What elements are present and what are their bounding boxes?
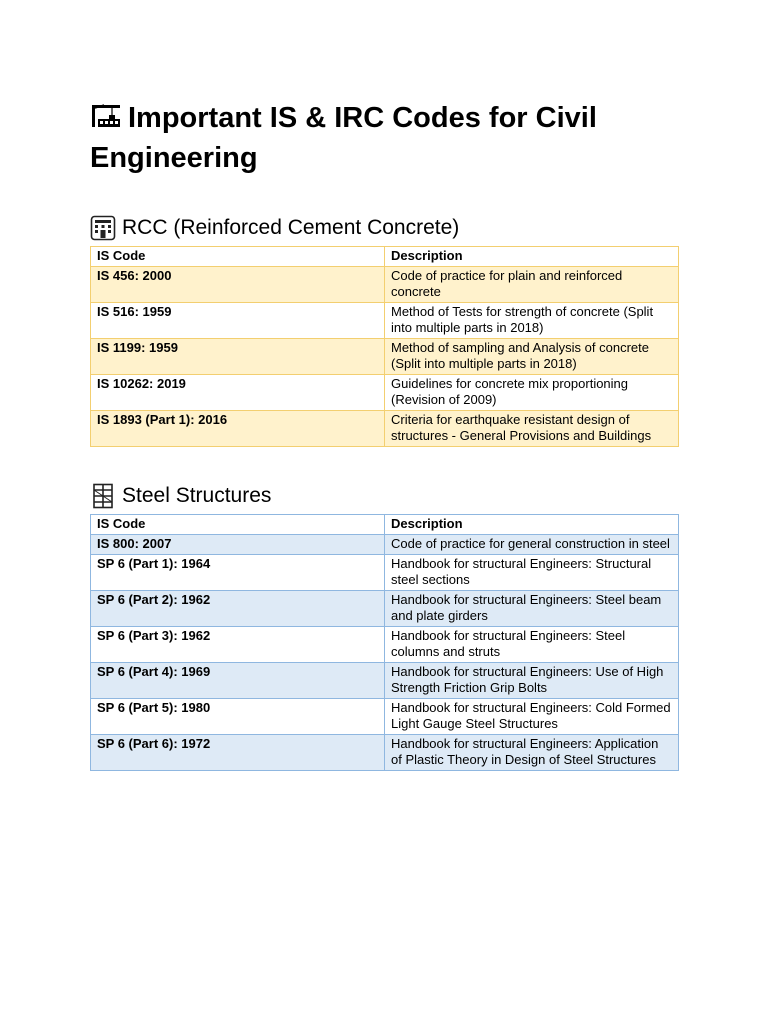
table-row <box>91 535 679 555</box>
table-row <box>91 303 679 339</box>
table-row <box>91 339 679 375</box>
table-row <box>91 699 679 735</box>
table-row <box>91 627 679 663</box>
code-cell: IS 456: 2000 <box>91 267 385 303</box>
code-cell: SP 6 (Part 2): 1962 <box>91 591 385 627</box>
building-icon <box>90 215 116 241</box>
table-row <box>91 663 679 699</box>
column-header-description: Description <box>385 247 679 267</box>
column-header-is-code: IS Code <box>91 247 385 267</box>
description-line: Strength Friction Grip Bolts <box>391 680 548 695</box>
section-heading-steel <box>90 482 271 510</box>
description-cell: Criteria for earthquake resistant design of structures - General Provisions and Buildings <box>385 411 679 447</box>
description-cell: Handbook for structural Engineers: Cold Formed Light Gauge Steel Structures <box>385 699 679 735</box>
steel-codes-table <box>90 514 679 771</box>
table-row <box>91 267 679 303</box>
description-line: Handbook for structural Engineers: Use of High <box>391 664 664 679</box>
section-heading-rcc <box>90 214 459 242</box>
steel-frame-icon <box>90 483 116 509</box>
description-cell: Handbook for structural Engineers: Steel columns and struts <box>385 627 679 663</box>
code-cell: IS 10262: 2019 <box>91 375 385 411</box>
construction-crane-icon <box>90 103 122 129</box>
section-heading-rcc-text: RCC (Reinforced Cement Concrete) <box>122 216 460 239</box>
description-cell: Handbook for structural Engineers: Structural steel sections <box>385 555 679 591</box>
description-cell: Handbook for structural Engineers: Application of Plastic Theory in Design of Steel Structures <box>385 735 679 771</box>
rcc-codes-table <box>90 246 679 447</box>
code-cell: IS 1893 (Part 1): 2016 <box>91 411 385 447</box>
description-cell: Code of practice for general construction in steel <box>385 535 679 555</box>
page-title <box>90 98 690 178</box>
section-heading-steel-text: Steel Structures <box>122 484 272 507</box>
code-cell: SP 6 (Part 4): 1969 <box>91 663 385 699</box>
code-cell: SP 6 (Part 5): 1980 <box>91 699 385 735</box>
table-row <box>91 555 679 591</box>
table-row <box>91 735 679 771</box>
description-cell: Handbook for structural Engineers: Steel beam and plate girders <box>385 591 679 627</box>
code-cell: SP 6 (Part 6): 1972 <box>91 735 385 771</box>
code-cell: IS 516: 1959 <box>91 303 385 339</box>
code-cell: IS 1199: 1959 <box>91 339 385 375</box>
table-row <box>91 375 679 411</box>
description-cell <box>385 663 679 699</box>
description-cell: Guidelines for concrete mix proportioning (Revision of 2009) <box>385 375 679 411</box>
table-row <box>91 591 679 627</box>
table-header-row <box>91 247 679 267</box>
table-row <box>91 411 679 447</box>
table-header-row <box>91 515 679 535</box>
description-cell: Method of sampling and Analysis of concrete (Split into multiple parts in 2018) <box>385 339 679 375</box>
description-cell: Code of practice for plain and reinforced concrete <box>385 267 679 303</box>
description-cell: Method of Tests for strength of concrete (Split into multiple parts in 2018) <box>385 303 679 339</box>
code-cell: IS 800: 2007 <box>91 535 385 555</box>
page-title-text: Important IS & IRC Codes for Civil Engineering <box>90 102 597 174</box>
column-header-is-code: IS Code <box>91 515 385 535</box>
column-header-description: Description <box>385 515 679 535</box>
code-cell: SP 6 (Part 1): 1964 <box>91 555 385 591</box>
code-cell: SP 6 (Part 3): 1962 <box>91 627 385 663</box>
